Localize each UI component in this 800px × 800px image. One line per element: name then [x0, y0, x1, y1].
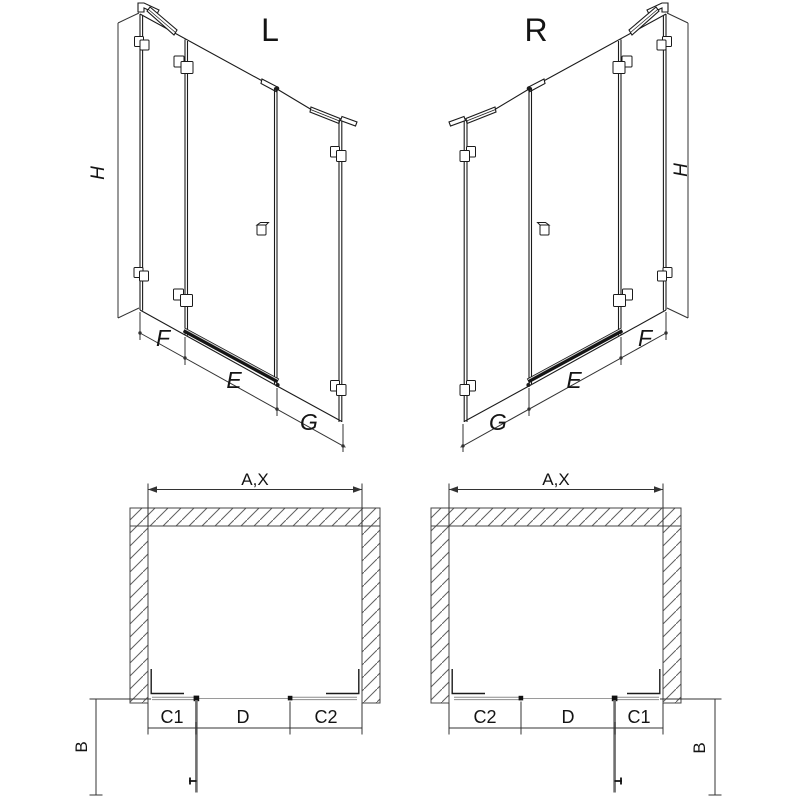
plan-segment-c1-left: C1 [160, 707, 184, 727]
plan-depth-label-right: B [690, 742, 709, 754]
segment-label-g-right: G [489, 409, 507, 435]
height-label-left: H [88, 166, 109, 180]
walls-plan-right [431, 508, 681, 703]
plan-segment-c2-right: C2 [473, 707, 497, 727]
height-label-right: H [671, 163, 692, 177]
segment-label-e-left: E [226, 367, 242, 393]
variant-label-left: L [261, 12, 279, 48]
segment-label-f-left: F [155, 325, 171, 351]
walls-plan-left [130, 508, 380, 703]
segment-label-e-right: E [566, 367, 582, 393]
plan-depth-label-left: B [72, 741, 91, 753]
plan-segment-d-left: D [236, 707, 250, 727]
plan-width-label-left: A,X [241, 470, 269, 489]
plan-segment-d-right: D [561, 707, 575, 727]
segment-label-f-right: F [637, 325, 653, 351]
plan-segment-c1-right: C1 [627, 707, 651, 727]
plan-width-label-right: A,X [542, 470, 570, 489]
plan-segment-c2-left: C2 [314, 707, 338, 727]
segment-label-g-left: G [300, 409, 318, 435]
variant-label-right: R [524, 12, 548, 48]
